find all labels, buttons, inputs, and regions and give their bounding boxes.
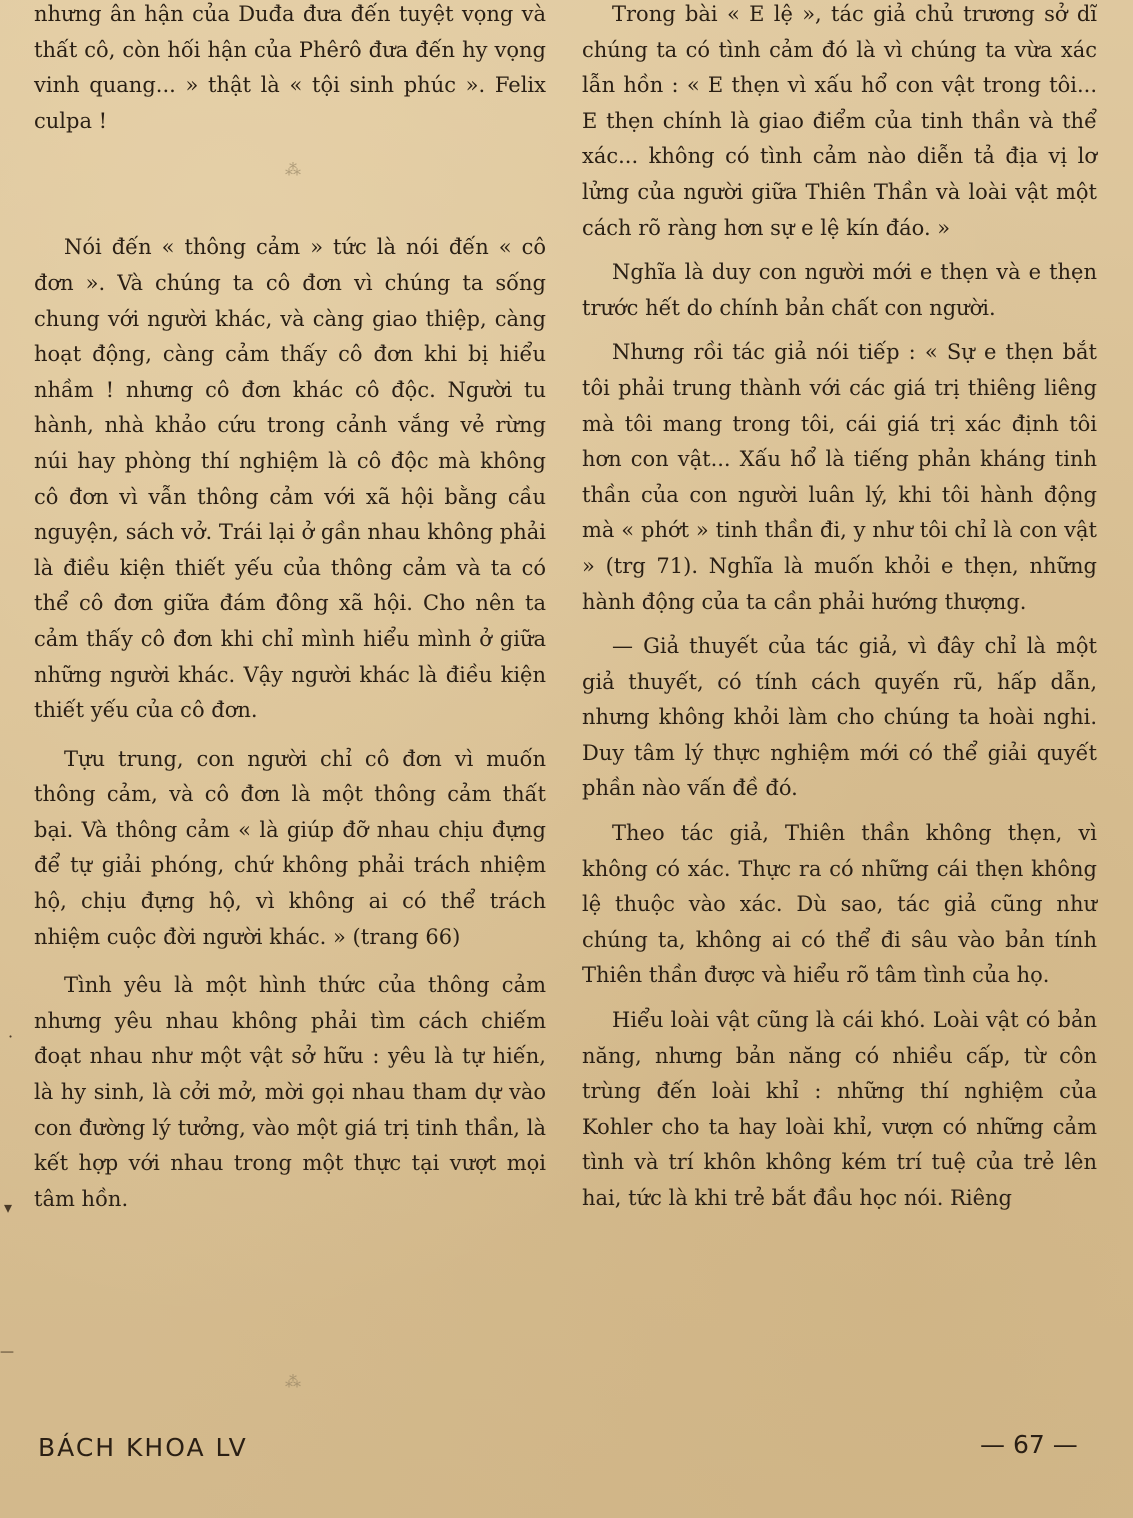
margin-mark-icon: ▾ bbox=[4, 1198, 13, 1217]
paragraph: Nói đến « thông cảm » tức là nói đến « cô đơn ». Và chúng ta cô đơn vì chúng ta sống chung với người khác, và càng giao thiệp, càng hoạt động, càng cảm thấy cô đơn khi bị hiểu nhầm ! nhưng cô đơn khác cô độc. Người tu hành, nhà khảo cứu trong cảnh vắng vẻ rừng núi hay phòng thí nghiệm là cô độc mà không cô đơn vì vẫn thông cảm với xã hội bằng cầu nguyện, sách vở. Trái lại ở gần nhau không phải là điều kiện thiết yếu của thông cảm và ta có thể cô đơn giữa đám đông xã hội. Cho nên ta cảm thấy cô đơn khi chỉ mình hiểu mình ở giữa những người khác. Vậy người khác là điều kiện thiết yếu của cô đơn. bbox=[34, 235, 546, 723]
paragraph: Trong bài « E lệ », tác giả chủ trương sở dĩ chúng ta có tình cảm đó là vì chúng ta vừa xác lẫn hồn : « E thẹn vì xấu hổ con vật trong tôi... E thẹn chính là giao điểm của tinh thần và thể xác... không có tình cảm nào diễn tả địa vị lơ lửng của người giữa Thiên Thần và loài vật một cách rõ ràng hơn sự e lệ kín đáo. » bbox=[582, 2, 1097, 240]
margin-mark-icon: — bbox=[0, 1344, 14, 1360]
paragraph: Theo tác giả, Thiên thần không thẹn, vì không có xác. Thực ra có những cái thẹn không lệ thuộc vào xác. Dù sao, tác giả cũng như chúng ta, không ai có thể đi sâu vào bản tính Thiên thần được và hiểu rõ tâm tình của họ. bbox=[582, 821, 1097, 988]
page-number: — 67 — bbox=[980, 1430, 1078, 1459]
left-column bbox=[34, 0, 546, 1217]
paragraph: Nghĩa là duy con người mới e thẹn và e thẹn trước hết do chính bản chất con người. bbox=[582, 260, 1097, 320]
paragraph: Tình yêu là một hình thức của thông cảm nhưng yêu nhau không phải tìm cách chiếm đoạt nhau như một vật sở hữu : yêu là tự hiến, là hy sinh, là cởi mở, mời gọi nhau tham dự vào con đường lý tưởng, vào một giá trị tinh thần, là kết hợp với nhau trong một thực tại vượt mọi tâm hồn. bbox=[34, 973, 546, 1211]
paragraph: Tựu trung, con người chỉ cô đơn vì muốn thông cảm, và cô đơn là một thông cảm thất bại. Và thông cảm « là giúp đỡ nhau chịu đựng để tự giải phóng, chứ không phải trách nhiệm hộ, chịu đựng hộ, vì không ai có thể trách nhiệm cuộc đời người khác. » (trang 66) bbox=[34, 746, 546, 949]
paragraph: — Giả thuyết của tác giả, vì đây chỉ là một giả thuyết, có tính cách quyến rũ, hấp dẫn, nhưng không khỏi làm cho chúng ta hoài nghi. Duy tâm lý thực nghiệm mới có thể giải quyết phần nào vấn đề đó. bbox=[582, 634, 1097, 801]
paragraph: Nhưng rồi tác giả nói tiếp : « Sự e thẹn bắt tôi phải trung thành với các giá trị thiêng liêng mà tôi mang trong tôi, cái giá trị xác định tôi hơn con vật... Xấu hổ là tiếng phản kháng tinh thần của con người luân lý, khi tôi hành động mà « phớt » tinh thần đi, y như tôi chỉ là con vật » (trg 71). Nghĩa là muốn khỏi e thẹn, những hành động của ta cần phải hướng thượng. bbox=[582, 340, 1097, 614]
margin-mark-icon: · bbox=[8, 1027, 14, 1046]
paragraph: Hiểu loài vật cũng là cái khó. Loài vật có bản năng, nhưng bản năng có nhiều cấp, từ côn trùng đến loài khỉ : những thí nghiệm của Kohler cho ta hay loài khỉ, vượn có những cảm tình và trí khôn không kém trí tuệ của trẻ lên hai, tức là khi trẻ bắt đầu học nói. Riêng bbox=[582, 1008, 1097, 1210]
section-ornament-icon: ⁂ bbox=[285, 160, 301, 179]
paragraph: nhưng ân hận của Duđa đưa đến tuyệt vọng và thất cô, còn hối hận của Phêrô đưa đến hy vọng vinh quang... » thật là « tội sinh phúc ». Felix culpa ! bbox=[34, 2, 546, 133]
right-column bbox=[582, 0, 1097, 1217]
section-ornament-icon: ⁂ bbox=[285, 1372, 301, 1391]
magazine-title: BÁCH KHOA LV bbox=[38, 1433, 248, 1462]
